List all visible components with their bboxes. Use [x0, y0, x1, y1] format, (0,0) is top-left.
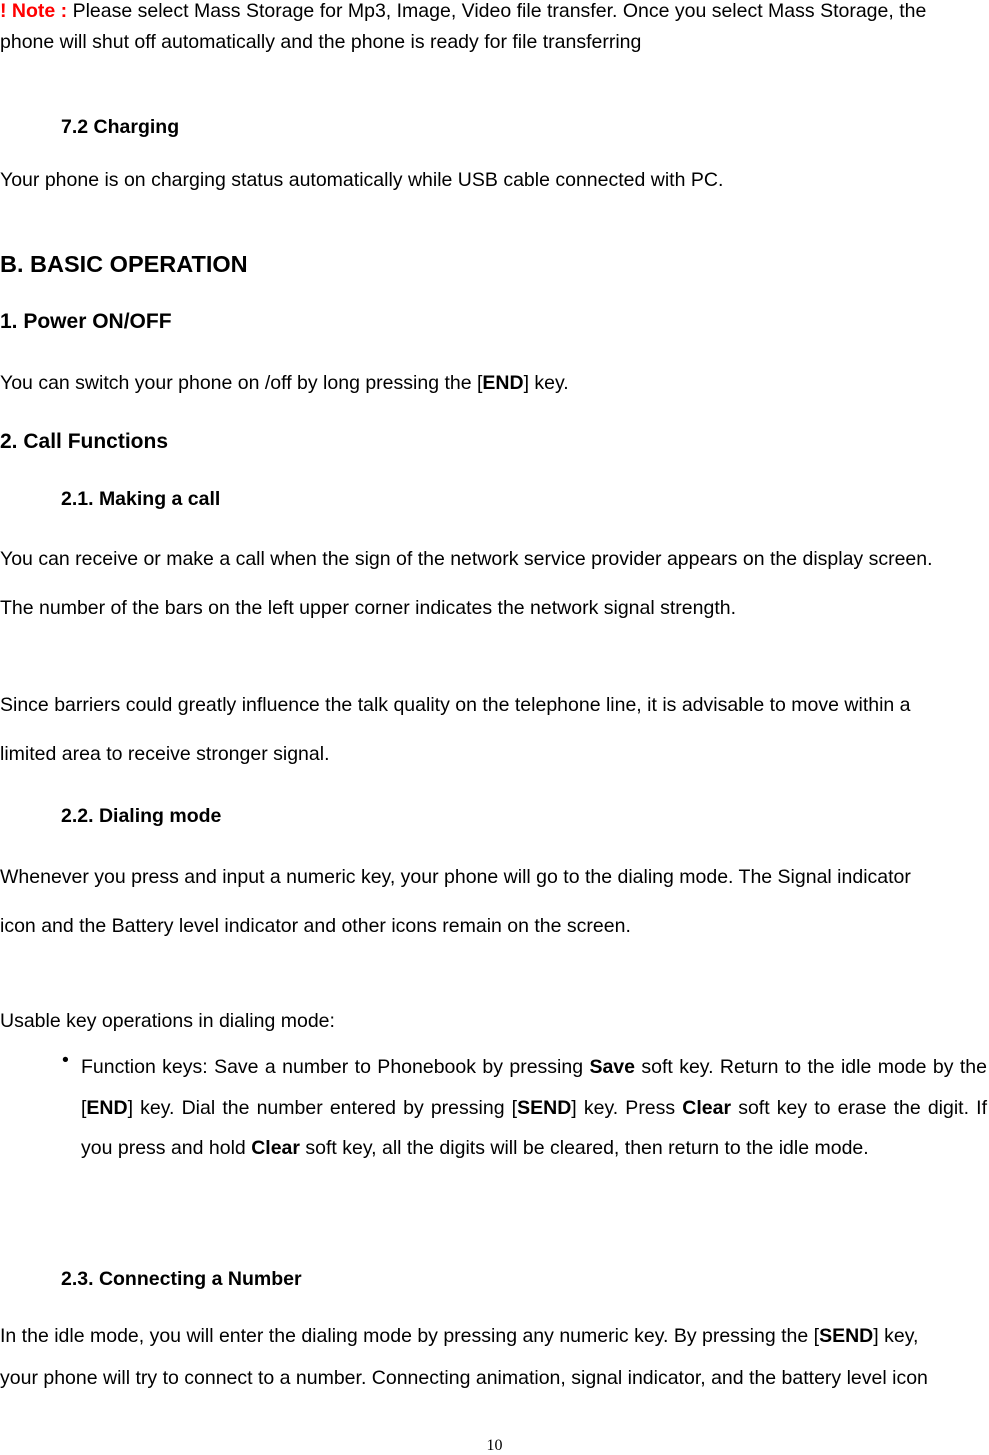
bullet-text-4: ] key. Press: [571, 1096, 683, 1119]
making-call-line-1: You can receive or make a call when the sign of the network service provider appears on the display screen.: [0, 548, 933, 570]
dialing-mode-line-1: Whenever you press and input a numeric key, your phone will go to the dialing mode. The Signal indicator: [0, 866, 911, 888]
connecting-text-pre: In the idle mode, you will enter the dialing mode by pressing any numeric key. By pressing the [: [0, 1325, 820, 1347]
note-label: ! Note :: [0, 0, 68, 22]
bullet-text-6: soft key, all the digits will be cleared, then return to the idle mode.: [299, 1137, 869, 1159]
bullet-text-3: ] key. Dial the number entered by pressing [: [127, 1096, 518, 1119]
note-line-2: phone will shut off automatically and the phone is ready for file transferring: [0, 31, 642, 53]
note-line-1: [0, 0, 926, 23]
end-key-label: END: [86, 1096, 128, 1119]
clear-key-label: Clear: [682, 1096, 732, 1119]
bullet-dot: •: [62, 1049, 69, 1071]
charging-text: Your phone is on charging status automatically while USB cable connected with PC.: [0, 169, 724, 191]
charging-heading: 7.2 Charging: [61, 116, 180, 138]
dialing-mode-heading: 2.2. Dialing mode: [61, 805, 222, 827]
bullet-text-1: Function keys: Save a number to Phonebook by pressing: [81, 1056, 590, 1078]
basic-operation-heading: B. BASIC OPERATION: [0, 251, 248, 277]
save-key-label: Save: [589, 1056, 635, 1078]
making-call-line-4: limited area to receive stronger signal.: [0, 743, 330, 765]
end-key-label: END: [482, 372, 524, 394]
connecting-heading: 2.3. Connecting a Number: [61, 1268, 302, 1290]
making-call-line-3: Since barriers could greatly influence the talk quality on the telephone line, it is advisable to move within a: [0, 694, 911, 716]
send-key-label: SEND: [517, 1096, 572, 1119]
bullet-text-5: soft key to erase the digit. If you press and hold: [81, 1096, 987, 1159]
bullet-text-2: soft key. Return to the idle mode by the [: [81, 1056, 987, 1119]
dialing-mode-line-2: icon and the Battery level indicator and other icons remain on the screen.: [0, 915, 631, 937]
connecting-line-2: your phone will try to connect to a number. Connecting animation, signal indicator, and the battery level icon: [0, 1367, 928, 1389]
clear-key-label-2: Clear: [251, 1137, 300, 1159]
power-text-post: ] key.: [523, 372, 569, 394]
power-text-pre: You can switch your phone on /off by long pressing the [: [0, 372, 483, 394]
making-call-line-2: The number of the bars on the left upper corner indicates the network signal strength.: [0, 597, 737, 619]
page-number: 10: [486, 1437, 503, 1454]
function-keys-bullet: [81, 1047, 987, 1169]
call-functions-heading: 2. Call Functions: [0, 430, 169, 453]
connecting-text-post: ] key,: [873, 1325, 919, 1347]
connecting-line-1: [0, 1325, 918, 1348]
note-text-1: Please select Mass Storage for Mp3, Image, Video file transfer. Once you select Mass Storage, the: [67, 0, 927, 22]
making-call-heading: 2.1. Making a call: [61, 488, 221, 510]
power-heading: 1. Power ON/OFF: [0, 310, 172, 333]
power-text: [0, 372, 569, 395]
usable-operations-label: Usable key operations in dialing mode:: [0, 1010, 335, 1032]
send-key-label-2: SEND: [819, 1325, 874, 1347]
